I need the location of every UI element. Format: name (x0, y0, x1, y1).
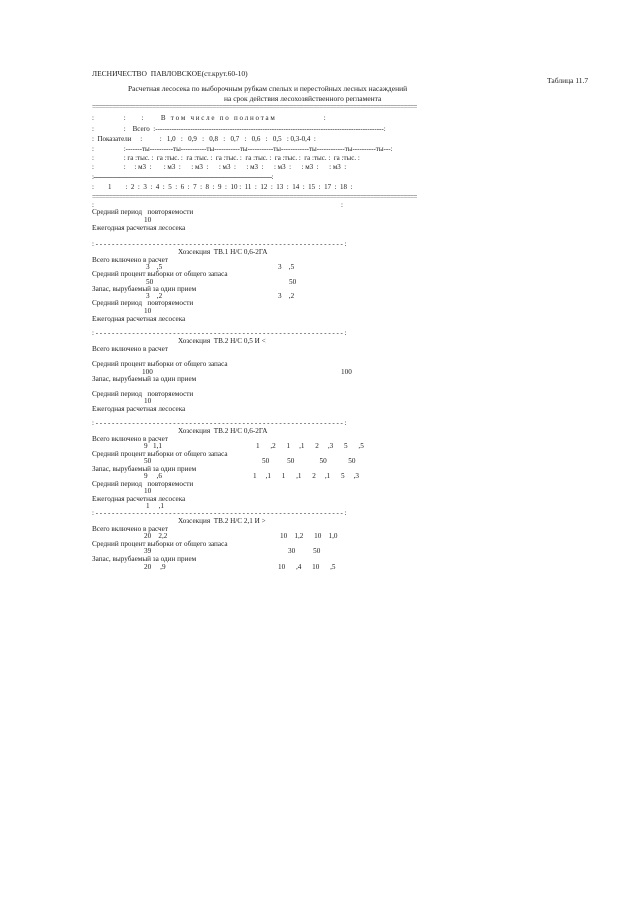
section-title: Хозсекция ТВ.2 Н/С 2,1 И > (178, 517, 266, 525)
table-colon: : (341, 201, 343, 209)
section-title: Хозсекция ТВ.2 Н/С 0,6-2ГА (178, 427, 268, 435)
table-header-row-2: : : Всего :--------------------------------------------------------------------------------------------------: (92, 125, 386, 133)
row-label-period: Средний период повторяемости (92, 299, 194, 307)
stock-value-by-density: 1 ,1 1 ,1 2 ,1 5 ,3 (253, 472, 360, 480)
row-label-annual: Ежегодная расчетная лесосека (92, 224, 186, 232)
table-number: Таблица 11.7 (547, 76, 589, 85)
table-rule-top: ================================================================================================= (92, 103, 417, 111)
table-header-row-1: : : : В т о м ч и с л е п о п о л н о т а м : (92, 114, 326, 122)
table-colon: : (92, 201, 94, 209)
document-subtitle: на срок действия лесохозяйственного регламента (224, 94, 382, 103)
row-label-stock: Запас, вырубаемый за один прием (92, 555, 197, 563)
period-value: 10 (144, 307, 152, 315)
section-divider: : - - - - - - - - - - - - - - - - - - - - - - - - - - - - - - - - - - - - - - - - - - - - - - - - - - - - - - - - - - - - - : (92, 419, 347, 427)
total-value-by-density: 1 ,2 1 ,1 2 ,3 5 ,5 (256, 442, 364, 450)
percent-value: 50 (146, 278, 154, 286)
stock-value-by-density: 3 ,2 (278, 292, 295, 300)
percent-value: 50 (144, 457, 152, 465)
column-numbers-row: : 1 : 2 : 3 : 4 : 5 : 6 : 7 : 8 : 9 : 10 : 11 : 12 : 13 : 14 : 15 : 17 : 18 : (92, 183, 353, 191)
row-label-percent: Средний процент выборки от общего запаса (92, 450, 228, 458)
total-value: 9 1,1 (144, 442, 162, 450)
row-label-stock: Запас, вырубаемый за один прием (92, 465, 197, 473)
table-header-row-5: : : га :тыс. : га :тыс. : га :тыс. : га :тыс. : га :тыс. : га :тыс. : га :тыс. : га :тыс. : (92, 154, 360, 162)
row-label-stock: Запас, вырубаемый за один прием (92, 285, 197, 293)
row-label-percent: Средний процент выборки от общего запаса (92, 540, 228, 548)
percent-value: 39 (144, 547, 152, 555)
stock-value-by-density: 10 ,4 10 ,5 (278, 563, 336, 571)
section-title: Хозсекция ТВ.2 Н/С 0,5 И < (178, 337, 266, 345)
percent-value: 100 (142, 368, 153, 376)
row-label-total: Всего включено в расчет (92, 256, 168, 264)
total-value-by-density: 10 1,2 10 1,0 (280, 532, 338, 540)
period-value: 10 (144, 487, 152, 495)
total-value: 3 ,5 (146, 263, 163, 271)
row-label-annual: Ежегодная расчетная лесосека (92, 315, 186, 323)
row-label-annual: Ежегодная расчетная лесосека (92, 405, 186, 413)
table-rule-bottom: ================================================================================================= (92, 193, 417, 201)
row-label-stock: Запас, вырубаемый за один прием (92, 375, 197, 383)
percent-value-by-density: 30 50 (288, 547, 321, 555)
row-label-total: Всего включено в расчет (92, 345, 168, 353)
row-label-percent: Средний процент выборки от общего запаса (92, 270, 228, 278)
section-title: Хозсекция ТВ.1 Н/С 0,6-2ГА (178, 248, 268, 256)
row-label-period: Средний период повторяемости (92, 208, 194, 216)
row-label-annual: Ежегодная расчетная лесосека (92, 495, 186, 503)
forestry-name: ЛЕСНИЧЕСТВО ПАВЛОВСКОЕ(ст.крут.60-10) (92, 69, 248, 78)
row-label-percent: Средний процент выборки от общего запаса (92, 360, 228, 368)
period-value: 10 (144, 397, 152, 405)
table-header-row-6: : : : м3 : : м3 : : м3 : : м3 : : м3 : : м3 : : м3 : : м3 : (92, 163, 347, 171)
percent-value-by-density: 100 (341, 368, 352, 376)
period-value: 10 (144, 216, 152, 224)
table-header-row-3: : Показатели : : 1,0 : 0,9 : 0,8 : 0,7 : 0,6 : 0,5 : 0,3-0,4 : (92, 135, 316, 143)
total-value-by-density: 3 ,5 (278, 263, 295, 271)
table-header-row-4: : :-------ты----------ты-----------ты-----------ты-----------ты------------ты------------ты----------ты---: (92, 145, 393, 153)
section-divider: : - - - - - - - - - - - - - - - - - - - - - - - - - - - - - - - - - - - - - - - - - - - - - - - - - - - - - - - - - - - - - : (92, 509, 347, 517)
row-label-period: Средний период повторяемости (92, 480, 194, 488)
row-label-total: Всего включено в расчет (92, 435, 168, 443)
stock-value: 3 ,2 (146, 292, 163, 300)
section-divider: : - - - - - - - - - - - - - - - - - - - - - - - - - - - - - - - - - - - - - - - - - - - - - - - - - - - - - - - - - - - - - : (92, 240, 347, 248)
document-title: Расчетная лесосека по выборочным рубкам спелых и перестойных лесных насаждений (128, 84, 408, 93)
total-value: 20 2,2 (144, 532, 168, 540)
row-label-period: Средний период повторяемости (92, 390, 194, 398)
percent-value-by-density: 50 50 50 50 (262, 457, 356, 465)
stock-value: 9 ,6 (144, 472, 162, 480)
stock-value: 20 ,9 (144, 563, 166, 571)
annual-value: 1 ,1 (146, 502, 164, 510)
row-label-total: Всего включено в расчет (92, 525, 168, 533)
section-divider: : - - - - - - - - - - - - - - - - - - - - - - - - - - - - - - - - - - - - - - - - - - - - - - - - - - - - - - - - - - - - - : (92, 329, 347, 337)
table-rule-mid: :-------------------------------------------------------------------------------------------------------: (92, 173, 273, 181)
percent-value-by-density: 50 (289, 278, 297, 286)
